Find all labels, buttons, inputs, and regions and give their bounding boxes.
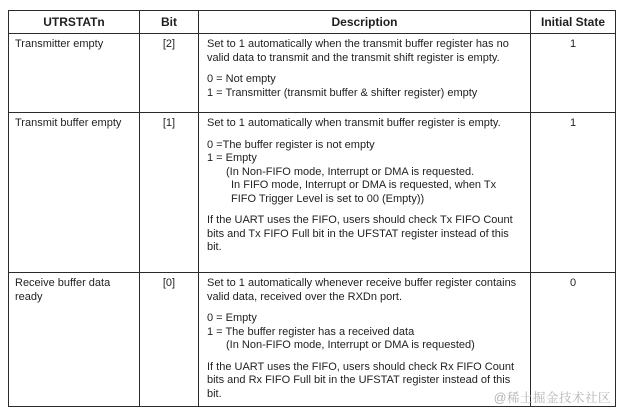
- register-name-cell: Transmit buffer empty: [9, 113, 140, 273]
- column-header-initial-state: Initial State: [531, 11, 616, 34]
- initial-state-cell: 0: [531, 273, 616, 407]
- description-paragraph: [207, 117, 522, 131]
- description-paragraph: [207, 73, 522, 100]
- description-paragraph: [207, 214, 522, 255]
- column-header-bit: Bit: [140, 11, 199, 34]
- description-line: (In Non-FIFO mode, Interrupt or DMA is requested): [226, 339, 475, 351]
- description-line: FIFO Trigger Level is set to 00 (Empty)): [231, 192, 425, 205]
- table-row: [9, 273, 616, 407]
- description-cell: [199, 273, 531, 407]
- initial-state-cell: 1: [531, 34, 616, 113]
- table-row: [9, 113, 616, 273]
- column-header-utrstatn: UTRSTATn: [9, 11, 140, 34]
- description-paragraph: [207, 38, 522, 65]
- watermark-text: @稀土掘金技术社区: [493, 391, 611, 405]
- description-line: In FIFO mode, Interrupt or DMA is requested, when Tx: [231, 179, 497, 191]
- description-line: Set to 1 automatically whenever receive buffer register contains valid data, received over the RXDn port.: [207, 277, 517, 303]
- description-cell: [199, 113, 531, 273]
- description-line: 0 =The buffer register is not empty: [207, 138, 375, 151]
- description-line: 1 = The buffer register has a received data: [207, 325, 415, 338]
- bit-cell: [1]: [140, 113, 199, 273]
- register-name-cell: Transmitter empty: [9, 34, 140, 113]
- description-paragraph: [207, 312, 522, 353]
- description-cell: [199, 34, 531, 113]
- description-paragraph: [207, 361, 522, 402]
- description-line: If the UART uses the FIFO, users should check Rx FIFO Count bits and Rx FIFO Full bit in the UFSTAT register instead of this bit.: [207, 360, 515, 400]
- document-page: [0, 10, 620, 409]
- description-paragraph: [207, 277, 522, 304]
- register-name-cell: Receive buffer data ready: [9, 273, 140, 407]
- description-line: 1 = Empty: [207, 152, 257, 164]
- initial-state-cell: 1: [531, 113, 616, 273]
- description-line: If the UART uses the FIFO, users should check Tx FIFO Count bits and Tx FIFO Full bit in the UFSTAT register instead of this bit.: [207, 214, 513, 253]
- description-line: (In Non-FIFO mode, Interrupt or DMA is requested.: [226, 165, 475, 178]
- column-header-description: Description: [199, 11, 531, 34]
- table-header-row: [9, 11, 616, 34]
- bit-cell: [0]: [140, 273, 199, 407]
- description-line: Set to 1 automatically when transmit buffer register is empty.: [207, 117, 501, 129]
- bit-cell: [2]: [140, 34, 199, 113]
- description-line: Set to 1 automatically when the transmit buffer register has no valid data to transmit and the transmit shift register is empty.: [207, 38, 509, 64]
- description-line: 1 = Transmitter (transmit buffer & shifter register) empty: [207, 86, 478, 99]
- description-paragraph: [207, 139, 522, 207]
- description-line: 0 = Not empty: [207, 73, 276, 85]
- description-line: 0 = Empty: [207, 312, 257, 324]
- table-row: [9, 34, 616, 113]
- utrstatn-register-table: [8, 10, 616, 407]
